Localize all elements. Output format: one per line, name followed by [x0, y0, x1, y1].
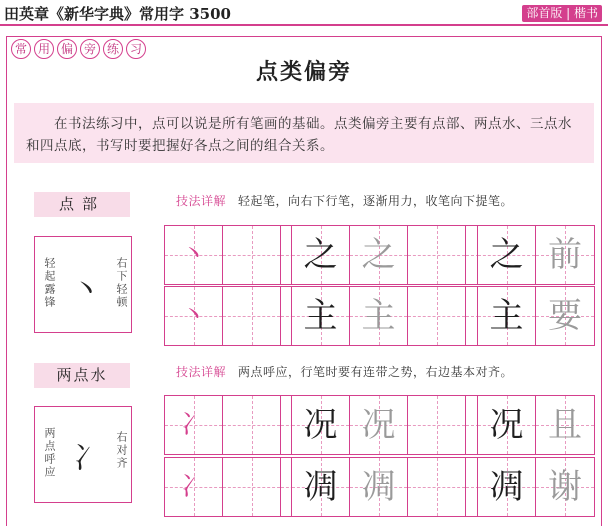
- practice-cell[interactable]: [165, 287, 223, 345]
- practice-char: 况: [361, 405, 396, 445]
- practice-char: 冫: [180, 410, 207, 440]
- tip-label: 技法详解: [176, 365, 227, 379]
- practice-char: 况: [489, 405, 524, 445]
- series-char: 练: [103, 39, 123, 59]
- practice-cell[interactable]: [536, 396, 594, 454]
- practice-cell[interactable]: [408, 226, 466, 284]
- practice-cell[interactable]: [292, 396, 350, 454]
- practice-char: 凋: [361, 467, 396, 507]
- practice-char: 主: [361, 296, 396, 336]
- practice-char: 丶: [180, 301, 207, 331]
- right-note: 右对齐: [115, 431, 128, 470]
- tip-label: 技法详解: [176, 194, 227, 208]
- practice-cell[interactable]: [292, 458, 350, 516]
- stroke-demo-glyph: 丶: [71, 273, 101, 308]
- stroke-demo-box: [34, 406, 132, 503]
- practice-cell[interactable]: [408, 396, 466, 454]
- practice-cell[interactable]: [350, 396, 408, 454]
- practice-char: 况: [303, 405, 338, 445]
- stroke-demo-box: [34, 236, 132, 333]
- left-note: 轻起露锋: [43, 257, 56, 309]
- practice-cell[interactable]: [165, 226, 223, 284]
- practice-grid: [477, 395, 595, 455]
- intro-paragraph: 在书法练习中，点可以说是所有笔画的基础。点类偏旁主要有点部、两点水、三点水和四点底，书写时要把握好各点之间的组合关系。: [14, 103, 594, 163]
- tip-text: 两点呼应，行笔时要有连带之势，右边基本对齐。: [238, 365, 514, 379]
- tip-text: 轻起笔，向右下行笔，逐渐用力，收笔向下提笔。: [238, 194, 514, 208]
- practice-char: 主: [489, 296, 524, 336]
- tip-line: [176, 192, 513, 209]
- series-char: 常: [11, 39, 31, 59]
- tip-line: [176, 363, 513, 380]
- header-bar: [0, 0, 608, 26]
- practice-char: 冫: [180, 472, 207, 502]
- series-char: 用: [34, 39, 54, 59]
- practice-cell[interactable]: [223, 458, 281, 516]
- practice-cell[interactable]: [292, 226, 350, 284]
- practice-cell[interactable]: [292, 287, 350, 345]
- practice-cell[interactable]: [478, 396, 536, 454]
- practice-cell[interactable]: [478, 287, 536, 345]
- practice-cell[interactable]: [536, 287, 594, 345]
- practice-char: 要: [548, 296, 582, 336]
- stroke-demo-glyph: 冫: [73, 441, 103, 476]
- practice-char: 丶: [180, 240, 207, 270]
- page-title: 点类偏旁: [255, 60, 352, 85]
- practice-cell[interactable]: [223, 396, 281, 454]
- edition-badge: 部首版 | 楷书: [522, 5, 602, 22]
- practice-char: 之: [489, 235, 524, 275]
- practice-cell[interactable]: [350, 226, 408, 284]
- radical-label-liangdianshui: 两点水: [34, 363, 130, 388]
- practice-cell[interactable]: [408, 287, 466, 345]
- series-char: 旁: [80, 39, 100, 59]
- practice-cell[interactable]: [223, 226, 281, 284]
- practice-char: 之: [361, 235, 396, 275]
- practice-cell[interactable]: [350, 287, 408, 345]
- practice-cell[interactable]: [165, 458, 223, 516]
- practice-char: 前: [548, 235, 582, 275]
- practice-char: 之: [303, 235, 338, 275]
- practice-cell[interactable]: [478, 226, 536, 284]
- practice-grid: [477, 457, 595, 517]
- practice-cell[interactable]: [408, 458, 466, 516]
- practice-char: 主: [303, 296, 338, 336]
- practice-cell[interactable]: [350, 458, 408, 516]
- book-title: 田英章《新华字典》常用字 3500: [4, 5, 231, 23]
- radical-label-dian: 点部: [34, 192, 130, 217]
- practice-cell[interactable]: [165, 396, 223, 454]
- practice-cell[interactable]: [478, 458, 536, 516]
- practice-cell[interactable]: [536, 458, 594, 516]
- practice-char: 凋: [303, 467, 338, 507]
- series-char: 习: [126, 39, 146, 59]
- practice-char: 谢: [548, 467, 582, 507]
- series-char: 偏: [57, 39, 77, 59]
- practice-grid: [477, 286, 595, 346]
- practice-grid: [477, 225, 595, 285]
- left-note: 两点呼应: [43, 427, 56, 479]
- practice-cell[interactable]: [223, 287, 281, 345]
- practice-cell[interactable]: [536, 226, 594, 284]
- right-note: 右下轻顿: [115, 257, 128, 309]
- practice-char: 凋: [489, 467, 524, 507]
- practice-char: 且: [548, 405, 582, 445]
